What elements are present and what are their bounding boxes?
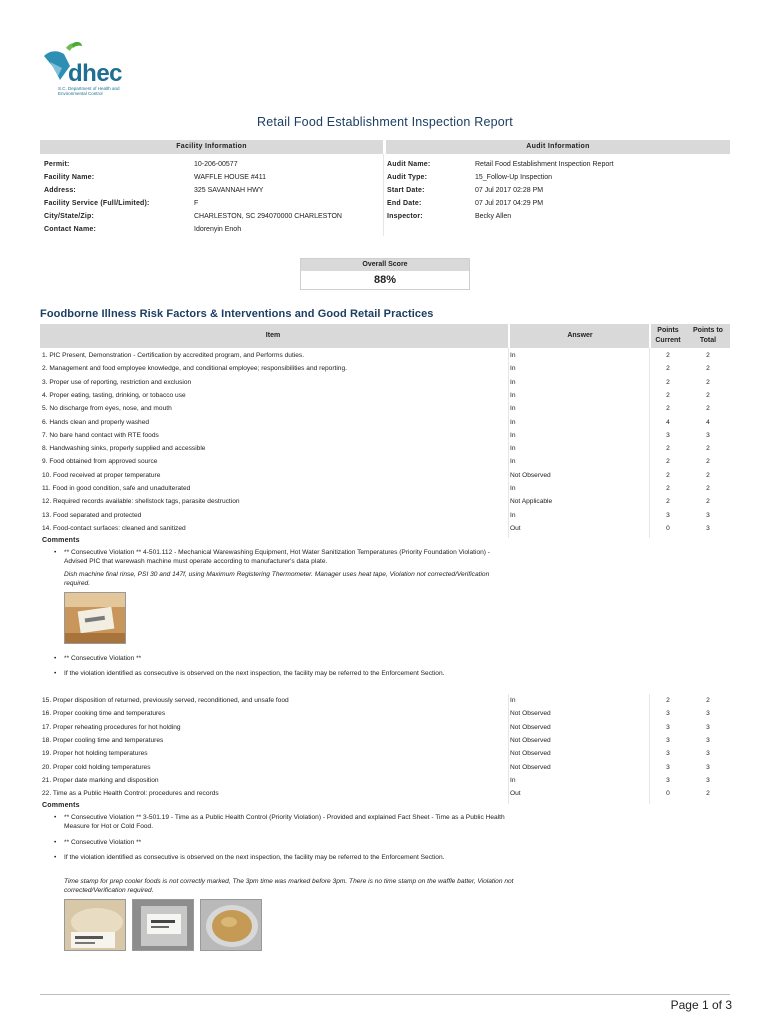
row-item-text: 18. Proper cooling time and temperatures <box>42 736 164 744</box>
facility-values <box>194 158 384 236</box>
row-points-current: 4 <box>666 418 670 426</box>
facility-service-value: F <box>194 200 199 207</box>
bullet-dot-icon: • <box>54 854 57 861</box>
contact-name-label: Contact Name: <box>44 226 96 233</box>
row-points-total: 2 <box>706 498 710 506</box>
dish-machine-photo[interactable] <box>64 592 126 644</box>
table-row <box>40 349 730 362</box>
info-block <box>40 140 730 236</box>
row-points-total: 2 <box>706 471 710 479</box>
header-answer: Answer <box>567 332 593 339</box>
table-row <box>40 747 730 760</box>
row-points-total: 3 <box>706 736 710 744</box>
row-item-text: 3. Proper use of reporting, restriction and exclusion <box>42 378 192 386</box>
row-points-total: 2 <box>706 378 710 386</box>
table-row <box>40 376 730 389</box>
row-points-current: 3 <box>666 511 670 519</box>
table-row <box>40 495 730 508</box>
inspector-label: Inspector: <box>387 213 423 220</box>
logo-subtitle: S.C. Department of Health and Environmental Control <box>58 86 120 96</box>
row-points-total: 3 <box>706 763 710 771</box>
row-answer: In <box>510 485 516 492</box>
row-points-total: 2 <box>706 445 710 453</box>
row-points-total: 2 <box>706 697 710 704</box>
photo-image <box>133 900 194 951</box>
header-points-current: Points Current <box>655 327 681 344</box>
start-date-value: 07 Jul 2017 02:28 PM <box>475 187 544 194</box>
table-row <box>40 734 730 747</box>
comment-text: If the violation identified as consecutive is observed on the next inspection, the facility may be referred to the Enforcement Section. <box>64 854 445 861</box>
comments-label: Comments <box>42 537 80 544</box>
comment-note: Time stamp for prep cooler foods is not correctly marked, The 3pm time was marked before 3pm. There is no time stamp on the waffle batter, Violation not corrected/Verification required. <box>64 878 514 894</box>
row-item-text: 9. Food obtained from approved source <box>42 458 158 466</box>
row-item-text: 15. Proper disposition of returned, previously served, reconditioned, and unsafe food <box>42 697 289 704</box>
row-points-total: 4 <box>706 418 710 426</box>
report-title: Retail Food Establishment Inspection Report <box>257 115 513 129</box>
table-row <box>40 694 730 707</box>
row-points-total: 2 <box>706 458 710 466</box>
row-points-current: 3 <box>666 710 670 718</box>
bullet-dot-icon: • <box>54 814 57 821</box>
row-points-current: 2 <box>666 378 670 386</box>
header-points-total: Points to Total <box>693 327 723 344</box>
comment-text: ** Consecutive Violation ** 4-501.112 - Mechanical Warewashing Equipment, Hot Water Sanitization Temperatures (Priority Foundation Violation) - Advised PIC that warewash machine must operate according to manufacturer's data plate. <box>64 549 491 565</box>
row-points-total: 3 <box>706 710 710 718</box>
audit-name-value: Retail Food Establishment Inspection Report <box>475 161 614 168</box>
facility-name-label: Facility Name: <box>44 174 95 181</box>
comment-text: If the violation identified as consecutive is observed on the next inspection, the facility may be referred to the Enforcement Section. <box>64 670 445 677</box>
row-answer: Not Observed <box>510 710 551 718</box>
comment-text: ** Consecutive Violation ** 3-501.19 - Time as a Public Health Control (Priority Violation) - Provided and explained Fact Sheet - Time as a Public Health Measure for Hot or Cold Food. <box>64 814 505 830</box>
row-item-text: 4. Proper eating, tasting, drinking, or tobacco use <box>42 391 186 399</box>
dhec-logo <box>40 40 150 100</box>
row-points-current: 2 <box>666 458 670 466</box>
table-row <box>40 402 730 415</box>
row-points-total: 3 <box>706 723 710 731</box>
bullet-dot-icon: • <box>54 839 57 846</box>
row-item-text: 14. Food-contact surfaces: cleaned and sanitized <box>42 524 186 532</box>
column-divider <box>508 348 509 538</box>
row-points-current: 0 <box>666 524 670 532</box>
row-answer: Out <box>510 524 521 532</box>
table-row <box>40 429 730 442</box>
row-points-total: 3 <box>706 776 710 784</box>
row-points-total: 3 <box>706 511 710 519</box>
start-date-label: Start Date: <box>387 187 425 194</box>
row-answer: Not Observed <box>510 750 551 758</box>
row-item-text: 13. Food separated and protected <box>42 511 142 519</box>
photo-image <box>65 593 126 644</box>
row-answer: Not Applicable <box>510 498 553 506</box>
row-item-text: 6. Hands clean and properly washed <box>42 418 150 426</box>
time-stamp-photo-1[interactable] <box>64 899 126 951</box>
audit-type-value: 15_Follow-Up Inspection <box>475 174 553 181</box>
audit-heading: Audit Information <box>386 140 730 154</box>
row-answer: In <box>510 511 516 519</box>
inspection-table <box>40 324 730 894</box>
row-points-current: 2 <box>666 471 670 479</box>
comment-note: Dish machine final rinse, PSI 30 and 147f, using Maximum Registering Thermometer. Manager uses heat tape, Violation not corrected/Verification required. <box>64 571 490 587</box>
row-answer: Not Observed <box>510 763 551 771</box>
row-points-current: 2 <box>666 697 670 704</box>
row-points-total: 2 <box>706 790 710 798</box>
row-item-text: 20. Proper cold holding temperatures <box>42 763 151 771</box>
row-answer: In <box>510 431 516 439</box>
table-row <box>40 442 730 455</box>
row-points-current: 0 <box>666 790 670 798</box>
address-value: 325 SAVANNAH HWY <box>194 187 264 194</box>
row-answer: Out <box>510 790 521 798</box>
end-date-label: End Date: <box>387 200 422 207</box>
time-stamp-photo-2[interactable] <box>132 899 194 951</box>
overall-score-box <box>300 258 470 290</box>
table-row <box>40 522 730 535</box>
row-points-current: 2 <box>666 391 670 399</box>
row-answer: In <box>510 697 516 704</box>
section-title: Foodborne Illness Risk Factors & Interventions and Good Retail Practices <box>40 308 434 320</box>
row-points-current: 3 <box>666 736 670 744</box>
row-answer: In <box>510 776 516 784</box>
table-row <box>40 482 730 495</box>
row-answer: In <box>510 352 516 359</box>
table-row <box>40 362 730 375</box>
audit-type-label: Audit Type: <box>387 174 428 181</box>
address-label: Address: <box>44 187 76 194</box>
row-points-total: 3 <box>706 750 710 758</box>
photo-image <box>201 900 262 951</box>
comment-text: ** Consecutive Violation ** <box>64 655 142 662</box>
table-row <box>40 721 730 734</box>
row-points-current: 2 <box>666 352 670 359</box>
row-points-total: 2 <box>706 365 710 373</box>
row-item-text: 16. Proper cooking time and temperatures <box>42 710 166 718</box>
row-points-current: 2 <box>666 365 670 373</box>
table-row <box>40 761 730 774</box>
row-points-current: 2 <box>666 498 670 506</box>
table-row <box>40 707 730 720</box>
row-answer: In <box>510 458 516 466</box>
comments-label: Comments <box>42 802 80 809</box>
row-points-current: 2 <box>666 445 670 453</box>
row-answer: In <box>510 365 516 373</box>
audit-values <box>475 158 730 223</box>
column-divider <box>649 694 650 804</box>
photo-image <box>65 900 126 951</box>
row-points-current: 3 <box>666 763 670 771</box>
row-answer: Not Observed <box>510 723 551 731</box>
facility-labels <box>44 158 194 236</box>
row-item-text: 11. Food in good condition, safe and unadulterated <box>42 485 191 492</box>
row-item-text: 1. PIC Present, Demonstration - Certification by accredited program, and Performs duties. <box>42 352 305 359</box>
row-points-current: 2 <box>666 485 670 492</box>
inspector-value: Becky Allen <box>475 213 512 220</box>
row-answer: In <box>510 405 516 413</box>
facility-name-value: WAFFLE HOUSE #411 <box>194 174 266 181</box>
table-row <box>40 787 730 800</box>
permit-value: 10-206-00577 <box>194 161 238 168</box>
waffle-batter-photo[interactable] <box>200 899 262 951</box>
row-item-text: 7. No bare hand contact with RTE foods <box>42 431 159 439</box>
row-item-text: 2. Management and food employee knowledge, and conditional employee; responsibilities and reporting. <box>42 365 347 373</box>
table-row <box>40 416 730 429</box>
row-item-text: 10. Food received at proper temperature <box>42 471 161 479</box>
row-item-text: 12. Required records available: shellstock tags, parasite destruction <box>42 498 240 506</box>
row-points-current: 2 <box>666 405 670 413</box>
overall-score-label: Overall Score <box>301 259 469 271</box>
header-item: Item <box>265 332 281 339</box>
end-date-value: 07 Jul 2017 04:29 PM <box>475 200 544 207</box>
logo-wordmark: dhec <box>68 60 123 87</box>
row-item-text: 17. Proper reheating procedures for hot holding <box>42 723 181 731</box>
table-row <box>40 389 730 402</box>
bullet-dot-icon: • <box>54 670 57 677</box>
permit-label: Permit: <box>44 161 70 168</box>
row-answer: Not Observed <box>510 736 551 744</box>
facility-heading: Facility Information <box>40 140 383 154</box>
row-points-current: 3 <box>666 431 670 439</box>
row-points-total: 2 <box>706 391 710 399</box>
row-item-text: 22. Time as a Public Health Control: procedures and records <box>42 790 219 798</box>
row-points-current: 3 <box>666 776 670 784</box>
overall-score-value: 88% <box>373 274 397 286</box>
audit-labels <box>387 158 475 223</box>
row-points-total: 3 <box>706 524 710 532</box>
row-answer: In <box>510 391 516 399</box>
row-points-total: 2 <box>706 485 710 492</box>
row-item-text: 8. Handwashing sinks, properly supplied and accessible <box>42 445 206 453</box>
row-answer: In <box>510 418 516 426</box>
bullet-dot-icon: • <box>54 549 57 556</box>
table-header <box>40 324 730 348</box>
row-answer: In <box>510 378 516 386</box>
table-row <box>40 509 730 522</box>
row-points-current: 3 <box>666 750 670 758</box>
comment-text: ** Consecutive Violation ** <box>64 839 142 846</box>
row-item-text: 19. Proper hot holding temperatures <box>42 750 148 758</box>
table-row <box>40 455 730 468</box>
column-divider <box>649 348 650 538</box>
city-state-zip-label: City/State/Zip: <box>44 213 95 220</box>
table-row <box>40 774 730 787</box>
row-answer: In <box>510 445 516 453</box>
row-points-current: 3 <box>666 723 670 731</box>
row-item-text: 5. No discharge from eyes, nose, and mouth <box>42 405 172 413</box>
row-points-total: 2 <box>706 405 710 413</box>
row-points-total: 2 <box>706 352 710 359</box>
table-row <box>40 469 730 482</box>
page-number: Page 1 of 3 <box>670 998 732 1012</box>
row-points-total: 3 <box>706 431 710 439</box>
row-answer: Not Observed <box>510 471 551 479</box>
audit-name-label: Audit Name: <box>387 161 431 168</box>
column-divider <box>508 694 509 804</box>
bullet-dot-icon: • <box>54 655 57 662</box>
row-item-text: 21. Proper date marking and disposition <box>42 776 159 784</box>
facility-service-label: Facility Service (Full/Limited): <box>44 200 150 207</box>
contact-name-value: Idorenyin Enoh <box>194 226 242 233</box>
footer-rule <box>40 994 730 995</box>
city-state-zip-value: CHARLESTON, SC 294070000 CHARLESTON <box>194 213 342 220</box>
